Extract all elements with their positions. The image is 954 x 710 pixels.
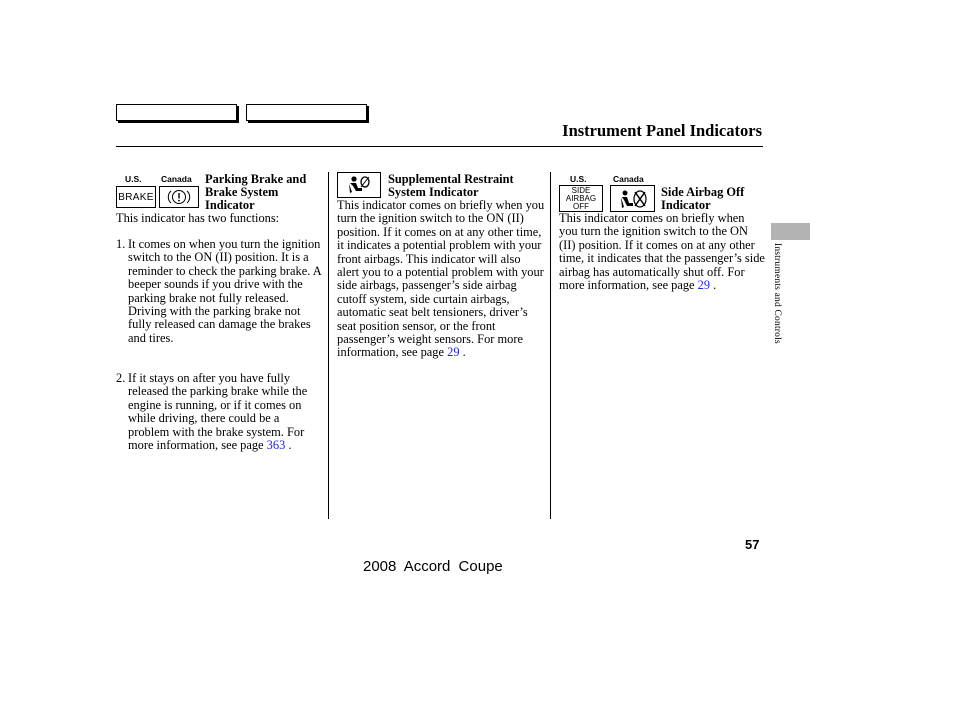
- page-link-29[interactable]: 29: [447, 345, 460, 360]
- item-1-number: 1.: [116, 237, 126, 251]
- side-airbag-heading: Side Airbag Off Indicator: [661, 185, 745, 213]
- item-2-text: If it stays on after you have fully released the parking brake while the engine is running, or if it comes on while driving, there could be a problem with the brake system. For more information, see page: [128, 371, 308, 453]
- canada-label: Canada: [613, 174, 644, 184]
- srs-body: This indicator comes on briefly when you turn the ignition switch to the ON (II) position. If it comes on at any other time, it indicates a potential problem with your front airbags. This indicator will also alert you to a potential problem with your side airbags, passenger’s side airbag cutoff system, side curtain airbags, automatic seat belt tensioners, driver’s seat position sensor, or the front passenger’s weight sensors. For more information, see page 29 .: [337, 198, 545, 360]
- srs-body-text: This indicator comes on briefly when you turn the ignition switch to the ON (II) position. If it comes on at any other time, it indicates a potential problem with your front airbags. This indicator will also alert you to a potential problem with your side airbags, passenger’s side airbag cutoff system, side curtain airbags, automatic seat belt tensioners, driver’s seat position sensor, or the front passenger’s weight sensors. For more information, see page: [337, 198, 545, 360]
- side-airbag-off-text-icon: SIDE AIRBAG OFF: [559, 185, 603, 212]
- parking-brake-item-2: 2. If it stays on after you have fully released the parking brake while the engine is running, or if it comes on while driving, there could be a problem with the brake system. For more information, see page 363 .: [116, 371, 308, 453]
- side-airbag-body: This indicator comes on briefly when you turn the ignition switch to the ON (II) position. If it comes on at any other time, it indicates that the passenger’s side airbag has automatically shut off. For more information, see page 29 .: [559, 211, 765, 293]
- page-link-363[interactable]: 363: [266, 438, 286, 453]
- parking-brake-item-1: [116, 238, 326, 345]
- us-label: U.S.: [125, 174, 142, 184]
- footer-model: 2008 Accord Coupe: [363, 558, 503, 575]
- brake-indicator-icon: [116, 186, 156, 208]
- page-title: Instrument Panel Indicators: [562, 121, 762, 140]
- us-label: U.S.: [570, 174, 587, 184]
- parking-brake-intro: This indicator has two functions:: [116, 211, 280, 225]
- parking-brake-circle-icon: [159, 186, 199, 208]
- item-2-number: 2.: [116, 371, 126, 385]
- brake-icon-text: BRAKE: [118, 191, 154, 203]
- column-divider-1: [328, 172, 329, 519]
- parking-brake-heading: Parking Brake and Brake System Indicator: [205, 172, 307, 213]
- side-airbag-body-text: This indicator comes on briefly when you turn the ignition switch to the ON (II) position. If it comes on at any other time, it indicates that the passenger’s side airbag has automatically shut off. For more information, see page: [559, 211, 765, 293]
- canada-label: Canada: [161, 174, 192, 184]
- column-divider-2: [550, 172, 551, 519]
- page-number: 57: [745, 537, 760, 552]
- section-label: Instruments and Controls: [772, 243, 782, 344]
- page-link-29[interactable]: 29: [697, 278, 711, 293]
- nav-button-previous[interactable]: [116, 104, 237, 121]
- airbag-indicator-icon: [337, 172, 381, 198]
- header-rule: [116, 146, 763, 147]
- side-airbag-off-symbol-icon: [610, 185, 655, 212]
- srs-heading: Supplemental Restraint System Indicator: [388, 172, 514, 200]
- section-tab: [771, 223, 810, 240]
- item-1-text: It comes on when you turn the ignition switch to the ON (II) position. It is a reminder to check the parking brake. A beeper sounds if you drive with the parking brake not fully released. Driving with the parking brake not fully released can damage the brakes and tires.: [128, 237, 322, 345]
- nav-button-next[interactable]: [246, 104, 367, 121]
